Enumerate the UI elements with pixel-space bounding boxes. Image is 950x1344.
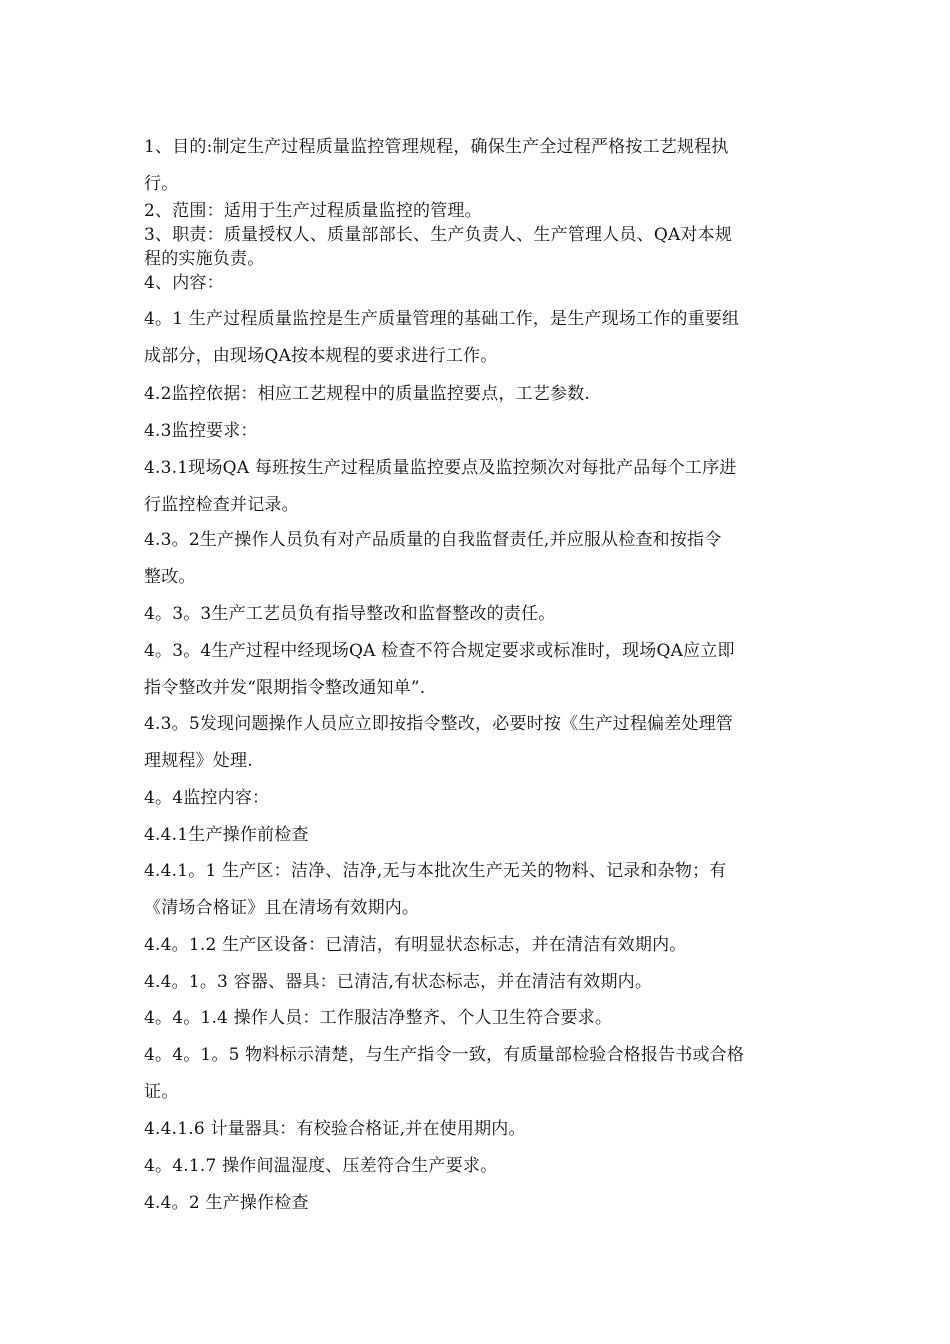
paragraph-line: 4.3。5发现问题操作人员应立即按指令整改，必要时按《生产过程偏差处理管 [144, 714, 734, 734]
paragraph-line: 指令整改并发“限期指令整改通知单”. [144, 678, 426, 698]
paragraph-line: 4.4.1生产操作前检查 [144, 825, 309, 845]
paragraph-line: 4.3。2生产操作人员负有对产品质量的自我监督责任,并应服从检查和按指令 [144, 530, 722, 550]
paragraph-4-2 [144, 376, 816, 413]
paragraph-4-1 [144, 301, 816, 375]
paragraph-4-3-5 [144, 706, 816, 780]
paragraph-line: 4.4。1.2 生产区设备：已清洁，有明显状态标志，并在清洁有效期内。 [144, 935, 687, 955]
paragraph-line: 4.3.1现场QA 每班按生产过程质量监控要点及监控频次对每批产品每个工序进 [144, 458, 737, 478]
paragraph-purpose [144, 129, 816, 203]
paragraph-line: 4。4监控内容： [144, 788, 270, 808]
paragraph-4-3-1 [144, 450, 816, 524]
paragraph-4-4-1-4 [144, 1000, 816, 1037]
paragraph-line: 2、范围：适用于生产过程质量监控的管理。 [144, 201, 482, 221]
paragraph-line: 4.4.1。1 生产区：洁净、洁净,无与本批次生产无关的物料、记录和杂物；有 [144, 861, 727, 881]
paragraph-4-3-2 [144, 522, 816, 596]
paragraph-scope [144, 199, 816, 223]
paragraph-4-3-3 [144, 596, 816, 633]
paragraph-4-4-1-2 [144, 927, 816, 964]
paragraph-line: 理规程》处理. [144, 751, 253, 771]
paragraph-4-4-2 [144, 1185, 816, 1222]
paragraph-line: 程的实施负责。 [144, 249, 265, 269]
paragraph-line: 4.2监控依据：相应工艺规程中的质量监控要点，工艺参数. [144, 384, 591, 404]
paragraph-4-3-4 [144, 633, 816, 707]
paragraph-line: 证。 [144, 1082, 179, 1102]
paragraph-line: 1、目的:制定生产过程质量监控管理规程，确保生产全过程严格按工艺规程执 [144, 137, 729, 157]
paragraph-4-4-1-3 [144, 964, 816, 1001]
paragraph-line: 4。3。3生产工艺员负有指导整改和监督整改的责任。 [144, 604, 556, 624]
paragraph-4-4-1-5 [144, 1037, 816, 1111]
paragraph-line: 4.4。1。3 容器、器具：已清洁,有状态标志，并在清洁有效期内。 [144, 972, 653, 992]
paragraph-4-3 [144, 413, 816, 450]
paragraph-4-4-1-6 [144, 1111, 816, 1148]
paragraph-line: 成部分，由现场QA按本规程的要求进行工作。 [144, 346, 498, 366]
paragraph-line: 4.4.1.6 计量器具：有校验合格证,并在使用期内。 [144, 1119, 526, 1139]
paragraph-line: 4。4.1.7 操作间温湿度、压差符合生产要求。 [144, 1156, 498, 1176]
paragraph-line: 行。 [144, 174, 179, 194]
paragraph-4-4 [144, 780, 816, 817]
paragraph-content-heading [144, 271, 816, 295]
paragraph-4-4-1 [144, 817, 816, 854]
paragraph-4-4-1-7 [144, 1148, 816, 1185]
paragraph-4-4-1-1 [144, 853, 816, 927]
paragraph-line: 4、内容： [144, 273, 224, 293]
paragraph-line: 4.3监控要求： [144, 421, 258, 441]
paragraph-line: 3、职责：质量授权人、质量部部长、生产负责人、生产管理人员、QA对本规 [144, 225, 733, 245]
paragraph-line: 4。3。4生产过程中经现场QA 检查不符合规定要求或标准时，现场QA应立即 [144, 641, 735, 661]
paragraph-line: 4.4。2 生产操作检查 [144, 1193, 309, 1213]
paragraph-line: 4。4。1。5 物料标示清楚，与生产指令一致，有质量部检验合格报告书或合格 [144, 1045, 745, 1065]
paragraph-line: 4。4。1.4 操作人员：工作服洁净整齐、个人卫生符合要求。 [144, 1008, 613, 1028]
paragraph-line: 整改。 [144, 567, 196, 587]
paragraph-responsibility [144, 223, 816, 271]
paragraph-line: 4。1 生产过程质量监控是生产质量管理的基础工作，是生产现场工作的重要组 [144, 309, 740, 329]
paragraph-line: 《清场合格证》且在清场有效期内。 [144, 898, 420, 918]
paragraph-line: 行监控检查并记录。 [144, 495, 299, 515]
